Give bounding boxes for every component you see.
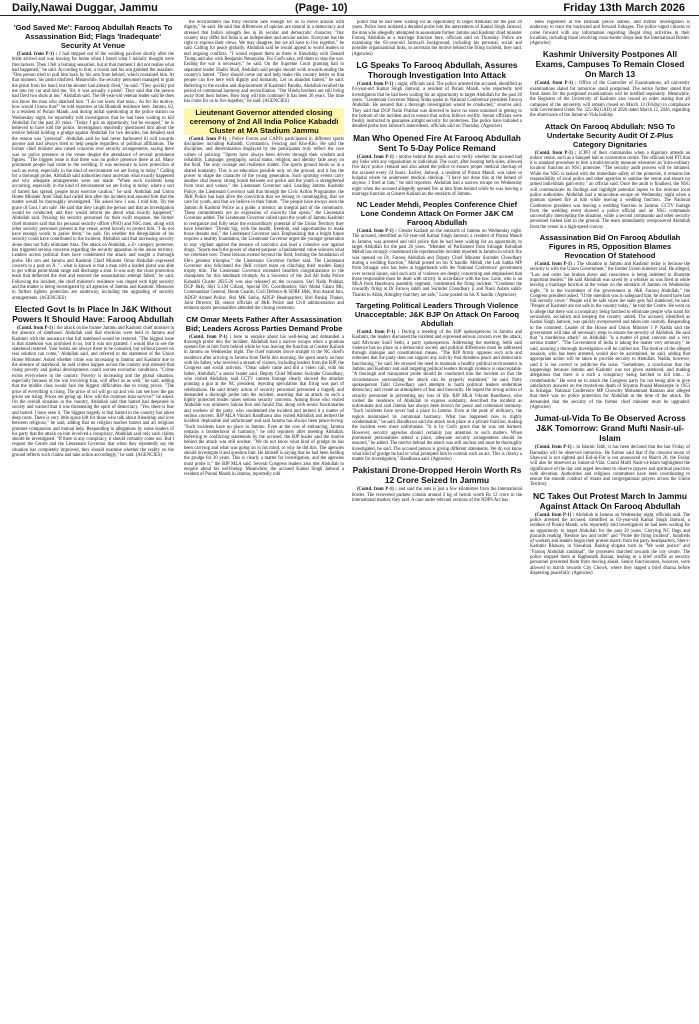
article-text: in Islamic faith, it has been declared that the last Friday of Ramadan will be observed tomorrow. He further said that if the crescent moon of Shawwal is not sighted and Eid-ul-Fitr is not announced on March 20, the Friday will also be observed as Jumat-ul-Vida. Grand Mufti Nasir-ul-Islam highlighted the significance of the day and urged devotees to observe prayers and spiritual practices with devotion. Authorities and religious committees have been coordinating to ensure the smooth conduct of rituals and congregational prayers across the Union Territory. [530,445,690,488]
article-body [352,155,522,197]
article-text: the attack on the former Jammu and Kashmir chief minister in the absence of statehood. Abdullah said that elections were held in Jammu and Kashmir with the assurance that full statehood would be restored. "The biggest issue is that statehood was promised to us, but it was not granted. I would like to see the statehood restored. Your hearts are always there to be consoled, but without power no real solution can come," Abdullah said, and referred to the statement of the Union Home Minister. Asked whether crime was increasing in Jammu and Kashmir due to the absence of statehood, he said crimes happen across the country and stressed that rising poverty and global developments could worsen economic conditions. "Crime exists everywhere in the country. Poverty is increasing and the global situation, especially because of the war involving Iran, will affect us as well," he said, adding that the middle class would face the biggest difficulties due to rising prices. "The price of everything is rising. The price of oil will go up and you can see how the gas prices are rising. Prices are going up. How will the common man survive?" he asked. On the overall situation in the country, Abdullah said that hatred had deepened in society and warned that it was threatening the spirit of democracy. "Yes, there is fear and hatred. I have seen it. The biggest tragedy is that hatred in the country has taken deep roots. There is very little space left for those who talk about friendship and love between religions," he said, adding that no religion teaches hatred and all religions promote compassion and mutual help. Responding to allegations by some leaders of his party that the attack on him involved a conspiracy, Abdullah said only such claims should be investigated. "If there is any conspiracy, it should certainly come out. But I request the Centre and the Lieutenant Governor that when they repeatedly say the situation has completely improved, they should examine whether the reality on the ground reflects such claims and take action accordingly," he said. (AGENCIES) [12,325,174,459]
article-body [352,20,522,57]
column-4 [530,20,690,1020]
article-text: (CPF) of their commandos when a dignitary attends an indoor venue, such as a banquet hall or convention centre. The officials told PTI that it is standard procedure to hire a multi-security measure whenever an 'intra-ordinary location' function an NSG protectee. "The security audit process will be initiated. While the NSG is tasked with the immediate safety of the protectee, it remains the responsibility of local police and other agencies to sanitise the venue and ensure no armed individuals gain entry," an official said. Once the audit is finalised, the NSG will communicate its findings and highlight potential lapses to the relevant local police authorities. Abdullah had a miraculous escape on Wednesday night when a gunman opened fire at him while leaving a wedding function. The National Conference president was leaving a wedding function in Jammu. CCTV footage from the wedding event showed a police official and an NSG commando successfully intercepting the situation, while a second commando and other security personnel rushed him to the ground. The team immediately overpowered Abdullah from the venue in a high-speed convoy. [530,150,690,230]
article [184,108,344,312]
article-text: been registered at the Bishnah police station, and further investigation is underway to trace the backward and forward linkages. The police urged citizens to come forward with any information regarding illegal drug activities in their localities, including those involving cross-border drops near the International Border. (Agencies) [530,20,690,47]
article [12,23,174,301]
article [530,413,690,487]
article-headline: NC Leader Mehdi, Peoples Conference Chief Lone Condemn Attack On Former J&K CM Farooq Abdullah [356,200,518,228]
article-headline: Attack On Farooq Abdullah: NSG To Undertake Security Audit Of Z-Plus Category Dignitaries [545,121,675,149]
article [352,60,522,130]
article-headline: Targeting Political Leaders Through Violence Unacceptable: J&K BJP On Attack On Farooq Abdullah [354,300,520,328]
newspaper-name: Daily,Nawai Duggar, Jammu [12,2,158,14]
article-headline: Jumat-ul-Vida To Be Observed Across J&K Tomorrow: Grand Mufti Nasir-ul-Islam [534,413,686,444]
article-text: here to enquire about his well-being and demanded a thorough probe into the incident. Abdullah had a narrow escape when a gunman opened fire at him from behind while he was leaving the function at Greater Kailash in Jammu on Wednesday night. The chief minister drove straight to the NC chief's residence after arriving in Jammu from Delhi this morning. He spent nearly an hour with his father, who received a stream of visitors, including leaders from the BJP, the Congress and social activists. "Omar saheb came and did a video call, with his father, Abdullah," a senior leader said. Deputy Chief Minister Surinder Choudhary, who visited Abdullah, said CCTV camera footage clearly showed the attacker pointing a gun at the NC president, rejecting speculation that firing was part of celebrations. He said timely action of security personnel prevented a tragedy and demanded a thorough probe into the incident, asserting that an attack on such a highly protected leader raises serious security concerns. Among those who visited Abdullah was ministers Sakina Itoo and Javaid Dar, along with senior functionaries and workers of the party, who condemned the incident and termed it a matter of serious concern. BJP MLA Vikram Randhawa also visited Abdullah and termed the incident 'deplorable and unfortunate' and said Jammu has always been peace-loving. "Such incidents have no place in Jammu. Even at the cost of embracing, Jammu remains a brotherhood of harmony," he told reporters after meeting Abdullah. Referring to conflicting statements by the accused, the BJP leader said the motive behind the attack was still unclear. "We do not know what kind of grudge he has been carrying and what was going on in his mind, or why he did this. The agencies should investigate it and question him. He himself is saying that he had been holding the grudge for 20 years. This is clearly a matter for investigation, and the agencies must probe it," the BJP MLA said. Several Congress leaders also met Abdullah to enquire about his well-being. Meanwhile, the accused Kamal Singh Jamwal a resident of Purani Mandi in Jammu, reportedly told [184,334,344,478]
article [352,133,522,197]
article-dateline: (Contd. from P-1) : [17,325,56,331]
page-number: (Page- 10) [295,2,348,14]
article-text: Greater Kailash on the outskirts of Jammu on Wednesday night. The accused, identified as 63-year-old Kamal Singh Jamwal, a resident of Purani Mandi in Jammu, was arrested and told police that he had been waiting for an opportunity to target Abdullah for the past 20 years. "Member of Parliament from Srinagar Ruhullah Mehdi has strongly condemned the reprehensible incident reported in Jammu in which fire was opened on Dr. Farooq Abdullah and Deputy Chief Minister Surinder Choudhary during a wedding function," Mehdi posted on his X handle. Mehdi, the Lok Sabha MP from Srinagar who has been at loggerheads with the National Conference' government over several issues, said such acts of violence are deeply concerning and emphasised that those responsible must be dealt with strictly in accordance with the law. Lone, who is an MLA from Handwara assembly segment, condemned the firing incident. "Condemn the cowardly firing at Dr Farooq sahib and Surinder Choudhary ji and Nasir Aslam sahib. Thanks to Allah, Almighty that they are safe," Lone posted on his X handle. (Agencies) [352,229,522,298]
article-text: police that he had been waiting for an opportunity to target Abdullah for the past 20 years. Police have initiated a detailed probe into the antecedents of Kamal Singh Jamwal, the man who allegedly attempted to assassinate former Jammu and Kashmir chief minister Farooq Abdullah at a marriage function here, officials said on Thursday. Police are examining the 63-year-old Jamwal's background, including his personal, social and possible organisational links, to ascertain the motive behind the firing incident, they said. (Agencies) [352,20,522,57]
article-headline: Elected Govt Is In Place In J&K Without Powers It Should Have: Farooq Abdullah [12,303,174,324]
article-body [530,445,690,487]
article-dateline: (Contd. from P-1) : [357,229,397,235]
article [530,233,690,410]
article-text: The situation in Jammu and Kashmir today is because the security is with the Union Government," the former Union minister said. He alleged, "Law and order has broken down and conscience is being indebted to illustrate important leaders." He said Abdullah was saved by a whisker as was fired at while leaving a marriage function at the venue on the outskirts of Jammu on Wednesday night. "It is the incumbent of the government in J&K Farooq Abdullah," the Congress president asked. "If the intention was to safeguard him, he should have had full security cover." People will be safe when the state gets full statehood, he said. "People of Kashmir are not safe in the country today," he told the Centre. He went on to allege that there was a conspiracy being hatched to eliminate people who stand for secularism, socialism and keeping the country united. The accused, identified as Kamal Singh Jamwal, was quickly overpowered and taken into custody. Responding to the comment, Leader of the House and Union Minister J P Nadda said the government will take all necessary steps to ensure the security of Abdullah. He said that "a murderous attack" on Abdullah "is a matter of great concern and a very serious matter". "The Government of India is taking the matter very seriously," he said, assuring a thorough investigation will be carried out. The motive of the alleged assassin, who has been arrested, would also be ascertained, he said, adding that appropriate action will be taken to provide security to Abdullah. Nadda, however, said it is not correct to politicise the issue. "Sometimes, a conclusion that the happenings because Jammu and Kashmir was not given statehood, and making allegations that there is a such a conspiracy being hatched to kill him... is condemnable." He went on to attack the Congress party for not being able to give satisfactory answers on the mysterious death of Shyama Prasad Mookerjee in 1953 in Srinagar. National Conference MP Chowdry Mohammad Ramzan also alleged that there was no police protection for Abdullah at the time of the attack. He demanded that the security of the former chief minister must be upgraded. (Agencies) [530,262,690,411]
article-body [184,335,344,478]
article-headline: NC Takes Out Protest March In Jammu Against Attack On Farooq Abdullah [533,490,687,511]
article-text: motive behind the attack and to verify whether the accused had any links with any organisation or individual. The court, after hearing both sides, allowed five days' police remand and also asked the police to ensure proper medical checkup of the accused every 24 hours. Earlier, Jamwal, a resident of Purani Mandi, was taken to hospital where he underwent medical checkup. "I have not done this at the behest of anyone. I fired at him," he told reporters. Abdullah had a narrow escape on Wednesday night when the accused allegedly opened fire at him from behind while he was leaving a marriage function at Greater Kailash on the outskirts of Jammu. [352,154,522,197]
article-text: Abdullah in Jammu on Wednesday night, officials said. The police arrested the accused, identified as 63-year-old Kamal Singh Jamwal, a resident of Purani Mandi, who reportedly told investigators he had been waiting for an opportunity to target Abdullah for the past 20 years. Carrying NC flags and placards reading "Restore law and order" and "Probe the firing incident", hundreds of workers and leaders began their protest march from the party headquarters, Sher-i-Kashmir Bhawan, in Nawabad. Raising slogans such as "We want justice" and "Farooq Abdullah zindabad", the protesters marched towards the city centre. The police stopped them at Raghunath Bazaar, leading to a brief scuffle as security personnel prevented them from moving ahead. Senior functionaries, however, were allowed to march towards City Chowk, where they staged a brief dharna before dispersing peacefully. (Agencies) [530,512,690,576]
article-body [184,137,344,312]
article-dateline: (Contd. from P-1) : [535,445,575,451]
article-dateline: (Contd. from P-1) : [17,52,58,57]
article [530,122,690,230]
article-headline: 'God Saved Me': Farooq Abdullah Reacts To Assassination Bid; Flags 'Inadequate' Security At Venue [13,23,173,50]
article-body [352,330,522,462]
article-headline: Assassination Bid On Farooq Abdullah Figures in RS, Opposition Blames Revocation Of Statehood [539,233,681,261]
article-dateline: (Contd. from P-1) : [357,487,397,493]
article-headline: LG Speaks To Farooq Abdullah, Assures Thorough Investigation Into Attack [356,60,518,81]
article-text: Office of the Controller of Examinations, all university examinations slated for tomorrow stand postponed. The notice further stated that fresh dates for the postponed examinations will be notified separately. Meanwhile, the Registrar of the University of Kashmir also issued an order stating that all campuses of the university will remain closed on March 13 (Friday) in compliance with Government Order No. 325-JK(GAD) of 2026 dated March 12, 2026, regarding the observance of the Jumat-ul-Vida holiday. [530,81,690,119]
article-body [530,262,690,410]
article-body [352,82,522,130]
article-dateline: (Contd. from P-1) : [189,136,231,142]
issue-date: Friday 13th March 2026 [563,2,685,14]
column-1 [12,20,174,1020]
article [530,20,690,46]
article [352,465,522,503]
article-headline: Kashmir University Postpones All Exams, Campuses To Remain Closed On March 13 [535,49,685,80]
article [352,301,522,462]
article-headline: Lieutenant Governor attended closing ceremony of 2nd All India Police Kabaddi Cluster at MA Stadium Jammu [184,108,344,135]
article-body [530,151,690,230]
article-headline: Man Who Opened Fire At Farooq Abdullah Sent To 5-Day Police Remand [353,132,521,153]
column-3 [352,20,522,1020]
article-dateline: (Contd. from P-1) : [357,82,397,88]
article-body [352,229,522,298]
article-dateline: (Contd. from P-1) : [357,329,400,335]
article-dateline: (Contd. from P-1) : [535,150,577,156]
article-dateline: (Contd. from P-1) : [535,512,575,518]
article-body [530,20,690,46]
column-2 [184,20,344,1020]
article-body [12,326,174,458]
article-dateline: (Contd. from P-1) : [189,334,232,340]
article-headline: CM Omar Meets Father After Assassination Bid; Leaders Across Parties Demand Probe [185,314,343,333]
article-body [12,52,174,301]
article [352,20,522,57]
article [530,491,690,577]
article-text: During a meeting of the BJP spokespersons in Jammu and Kashmir, the leaders discussed the incident and expressed serious concern over the attack, said Advocate Sunil Sethi, a party spokesperson. Addressing the meeting, Sethi said violence has no place in a democratic society and political differences must be addressed through dialogue and constitutional means. "The BJP firmly opposes such acts and reiterates that the party does not support any activity that threatens peace and democratic functioning," he said. He stressed the need to maintain a healthy political environment in Jammu and Kashmir and said targeting political leaders through violence is unacceptable. "A thorough and transparent probe should be conducted into the incident so that the circumstances surrounding the attack can be properly examined," he said. Party spokesperson Tahir Chowdhary said attempts to harm political leaders undermine democracy and create an atmosphere of fear and insecurity. He hoped the strong action of security personnel in preventing any loss of life. BJP MLA Vikram Randhawa, who visited the residence of Abdullah to express solidarity, described the incident as unfortunate and said Jammu has always been known for peace and communal harmony. "Such incidents have never had a place in Jammu. Even at the peak of militancy, the region maintained its communal harmony. What has happened now is highly condemnable," he said. Randhawa said the attack took place at a private function, making the incident even more unfortunate. "It is by God's grace that he was not harmed. However, security agencies should certainly pay attention to such matters. When prominent personalities attend a place, adequate security arrangements should be ensured," he added. The motive behind the attack was still unclear and must be thoroughly investigated, he said. The accused person is giving different statements. We do not know what kind of grudge he had or what prompted him to commit such an act. This is clearly a matter for investigation," Randhawa said. (Agencies) [352,329,522,463]
article [184,20,344,105]
article-headline: Pakistani Drone-Dropped Heroin Worth Rs 12 Crore Seized In Jammu [352,465,522,486]
article-text: night, officials said. The police arrested the accused, identified as 63-year-old Kamal Singh Jamwal, a resident of Purani Mandi, who reportedly told investigators that he had been waiting for an opportunity to target Abdullah for the past 20 years. "Lieutenant Governor Manoj Sinha spoke to National Conference president Farooq Abdullah. He assured that a thorough investigation would be conducted," sources said. They said that DGP Nalin Prabhat was directed to leave no stone unturned in getting to the bottom of the incident and to ensure that action follows swiftly. Senior officials were freshly instructed to guarantee airtight security for protectees. The police have initiated a detailed probe into Jamwal's antecedents, officials said on Thursday. (Agencies) [352,82,522,130]
article-body [530,81,690,118]
article-text: I had stepped out of the wedding pavilion shortly after the bride arrived and was leaving for home when I heard what I initially thought were firecrackers. Then I felt a burning sensation, but at that moment I did not realise what had happened," he said. According to him, a cousin and his son grabbed the assailant. "One person tried to pull him back by his arm from behind, which contained him. At that moment, his pistol misfired. Meanwhile, the security personnel managed to grab the pistol from his hand, but the shooter had already fired," he said. "They quickly put me into my car and told me, 'Sir, it was actually a pistol'. They said that the person had fired two shots at me," Abdullah said. The 88-year-old veteran leader said he does not know the man who attacked him. "I do not know that man... As for his motive, how would I know that?" he told reporters at his Bhatindi residence here. Jammu, 63, is a resident of Purani Mandi, and during initial questioning at the police station on Wednesday night, he reportedly told investigators that he had been waiting to kill Abdullah for the past 20 years. "Today I got an opportunity, but he escaped," he is believed to have told the police. Investigators reportedly questioned him about the motive behind holding a grudge against Abdullah for two decades, but detailed said the reason was "personal". Abdullah said he had never harboured ill will towards anyone and had always tried to help people regardless of political affiliations. The former chief minister also raised concerns over security arrangements, saying there was no police presence at the venue despite the attendance of several prominent figures. "The biggest issue is that there was no police presence there at all. Many prominent people had come to the wedding. It was necessary to have protection at such an event, especially in the kind of environment we are living in today." Calling for a thorough probe, Abdullah said authorities must ascertain what exactly happened and why adequate arrangements were not made. "When such incidents keep occurring, especially in the kind of environment we are living in today, where a sort of hatred has spread, people must exercise caution," he said. Abdullah and Union Home Minister Amit Shah had called him after the incident and assured him that the matter would be thoroughly investigated. "He asked how I was. I told him, 'By the grace of God, I am safe'. He said that they caught the person and that an investigation would be conducted, and they would inform me about what exactly happened," Abdullah said. Praising his security personnel for their swift response, the former chief minister said that his personal security officer (PSO) and NSG men, along with other security personnel present at the venue, acted bravely to protect him. "I do not have enough words to praise them," he said. On whether the deregulation of his security could have contributed to the incident, Abdullah said that increasing security alone does not fully eliminate risks. The attack on Abdullah, a Z+ category protectee, has triggered serious concerns regarding the security apparatus in the union territory. Leaders across political lines have condemned the attack and sought a thorough probe. His son and Jammu and Kashmir Chief Minister Omar Abdullah expressed concern in a post on X. "...what is known is that a man with a loaded pistol was able to get within point-blank range and discharge a shot. It was only the close protection team that deflected the shot and ensured the assassination attempt failed," he said. Following the incident, the chief minister's residence was ringed with tight security and the matter is being investigated by all agencies of Jammu and Kashmir. Measures to further tighten protection are underway, including the upgrading of security arrangements. (AGENCIES) [12,52,174,301]
article-dateline: (Contd. from P-1) : [535,81,577,87]
article-text: Police Forces and CAPFs participated in different sports disciplines including Kabaddi, Gymnastics, Fencing and Kho-Kho. He said the discipline, and determination displayed by the participants truly reflect the core values of policing. "Sports have always been drivers through their wisdom and reliability. Language, geography, social status, religion, and identity fade away on the field. The only courage and resilience matter. The sports ground binds us in a shared humanity. This is an education possible only on the ground, and it has the power to shape the character of the young generation. Such sporting events carry another vital lesson: strong bonds between our police and the youth is strengthened from trust and values," the Lieutenant Governor said. Leading Jammu Kashmir Police, the Lieutenant Governor said that through the Civic Action Programme, the J&K Police has kept alive the conviction that we belong to commingling, that we care for youth, and that we believe in their future. "The people have always seen the Jammu & Kashmir Police as a guide, a mentor, an integral part of the community. These commitments are an expression of sincerity that opens," the Lieutenant Governor added. The Lieutenant Governor called upon the youth of Jammu Kashmir to reorganize and fully seize the extraordinary potential of the Union Territory they have inherited. "Dream big, with the health, freedom, and opportunities to make those dreams real," the Lieutenant Governor said. Emphasizing that a bright future requires a healthy foundation, the Lieutenant Governor urged the younger generation to stay vigilant against the menace of narcotics and lead a cohesive war against drugs. "Sports teach the power of shared purpose: a fundamental value sciences what we celebrate now. These lessons extend beyond the field, forming the foundation of life's greatest triumphs," the Lieutenant Governor further said. The Lieutenant Governor also felicitated the J&K cricket team on clinching their maiden Ranji trophy title. The Lieutenant Governor extended heartfelt congratulations to the champions for this landmark triumph. As a Souvenir of the 2nd All India Police Kabaddi Cluster 2025-26 was also released on the occasion. Shri Nalin Prabhat, DGP J&K; Shri S.J.M Gillani, Special DG Coordination; Shri Abdul Ghani Mir, Commandant General, Home Guards, Civil Defence & SDRF J&K; Shri Anand Jain, ADGP Armed Police; Shri MK Sinha, ADGP Headquarters; Shri Pankaj Thakur, Joint Director, IB, senior officials of J&K Police and Civil administration and eminent sports personalities attended the closing ceremony. [184,136,344,312]
article-body [530,513,690,577]
article [530,49,690,118]
article-body [352,487,522,503]
article [12,304,174,458]
article-dateline: (Contd. from P-1) : [535,262,576,268]
article-text: and said the area is just a few kilometres from the International border. The recovered packets contain around 2 kg of heroin worth Rs 12 crore in the international market, they said. A case under relevant sections of the NDPS Act has [352,487,522,503]
article [184,315,344,478]
article [352,200,522,298]
article-dateline: (Contd. from P-1) : [357,154,397,160]
masthead [0,0,699,16]
article-body [184,20,344,105]
article-text: the environment has truly become safe enough for us to move around with dignity," he said. He said that differences of opinion are natural in a democracy and stressed that India's strength lies in its secular and democratic character. "Our country may differ but India is an independent and secular nation. Everyone has the right to express their views. We may disagree, but we all have to live together," he said. Calling for peace globally, Abdullah said he would appeal to world leaders to end ongoing conflicts. "I would request them as there is friendship with Donald Trump and also with Benjamin Netanyahu. For God's sake, tell them to stop the war. Ending the war is necessary," he said. On the Supreme Court granting bail to separatist leader Shabir Shah, Abdullah said people should work towards ending the country's hatred. "They should come out and help make this country better so that people can live here with dignity and humanity. Let us abandon hatred," he said. Referring to the exodus and displacement of Kashmiri Pandits, Abdullah recalled the period of communal harmony and reconciliation. "Our Hindu brothers are still living away from their homes. How long will this continue? It has been 36 years. The time has come for us to live together," he said. (AGENCIES) [184,20,344,105]
